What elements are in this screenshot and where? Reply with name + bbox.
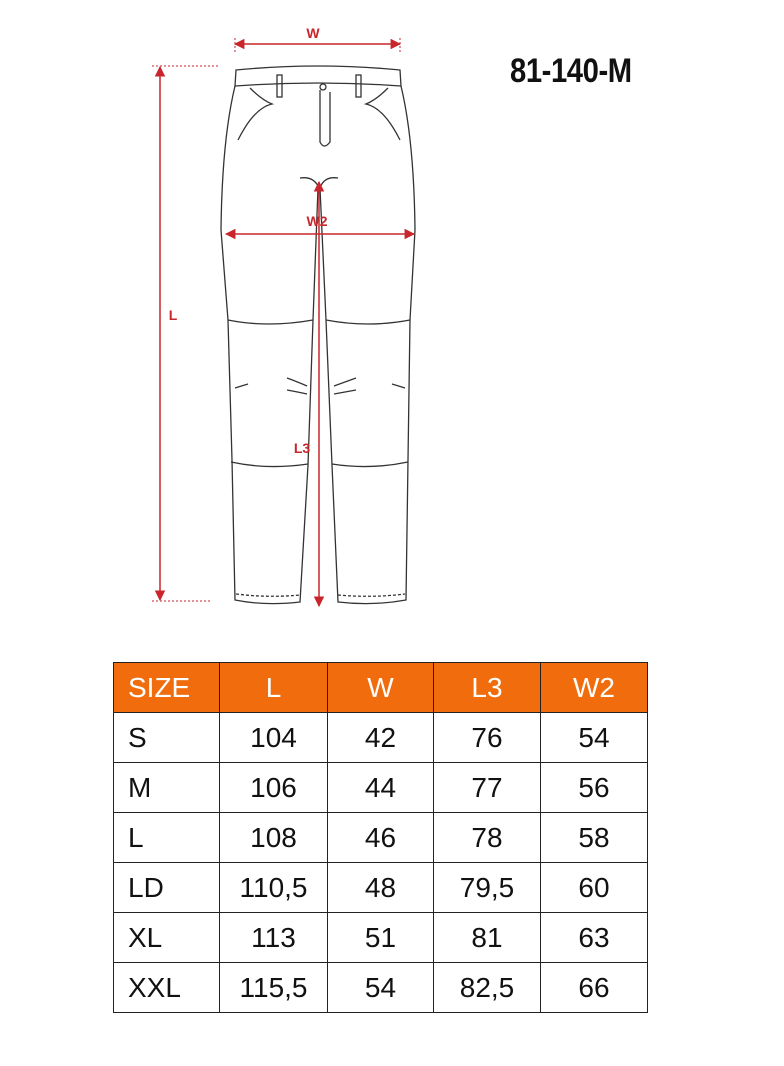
header-size: SIZE bbox=[114, 663, 220, 713]
cell-size: L bbox=[114, 813, 220, 863]
cell-l: 108 bbox=[220, 813, 328, 863]
table-row bbox=[114, 813, 648, 863]
header-l: L bbox=[220, 663, 328, 713]
cell-l: 113 bbox=[220, 913, 328, 963]
cell-w2: 66 bbox=[541, 963, 648, 1013]
table-row bbox=[114, 713, 648, 763]
cell-w: 48 bbox=[328, 863, 434, 913]
table-row bbox=[114, 763, 648, 813]
cell-l: 110,5 bbox=[220, 863, 328, 913]
cell-w2: 60 bbox=[541, 863, 648, 913]
header-l3: L3 bbox=[434, 663, 541, 713]
header-w: W bbox=[328, 663, 434, 713]
cell-w: 54 bbox=[328, 963, 434, 1013]
table-header-row bbox=[114, 663, 648, 713]
size-table bbox=[113, 662, 648, 1013]
cell-size: XXL bbox=[114, 963, 220, 1013]
cell-l: 106 bbox=[220, 763, 328, 813]
cell-l3: 77 bbox=[434, 763, 541, 813]
trousers-outline bbox=[221, 66, 415, 604]
measure-l bbox=[152, 66, 220, 601]
label-l3: L3 bbox=[293, 440, 311, 456]
label-w: W bbox=[306, 25, 320, 41]
cell-w2: 58 bbox=[541, 813, 648, 863]
cell-w2: 63 bbox=[541, 913, 648, 963]
cell-size: LD bbox=[114, 863, 220, 913]
table-row bbox=[114, 963, 648, 1013]
cell-w: 44 bbox=[328, 763, 434, 813]
cell-w: 51 bbox=[328, 913, 434, 963]
measure-w2 bbox=[226, 213, 414, 234]
cell-w: 46 bbox=[328, 813, 434, 863]
cell-w2: 56 bbox=[541, 763, 648, 813]
product-code: 81-140-M bbox=[510, 52, 632, 90]
cell-w2: 54 bbox=[541, 713, 648, 763]
cell-l3: 79,5 bbox=[434, 863, 541, 913]
cell-l3: 78 bbox=[434, 813, 541, 863]
cell-l3: 76 bbox=[434, 713, 541, 763]
header-w2: W2 bbox=[541, 663, 648, 713]
cell-w: 42 bbox=[328, 713, 434, 763]
cell-size: XL bbox=[114, 913, 220, 963]
cell-size: M bbox=[114, 763, 220, 813]
cell-l: 115,5 bbox=[220, 963, 328, 1013]
cell-l3: 81 bbox=[434, 913, 541, 963]
cell-l: 104 bbox=[220, 713, 328, 763]
cell-size: S bbox=[114, 713, 220, 763]
label-w2: W2 bbox=[306, 213, 328, 229]
label-l: L bbox=[168, 307, 178, 323]
table-row bbox=[114, 913, 648, 963]
measure-w bbox=[235, 25, 400, 52]
cell-l3: 82,5 bbox=[434, 963, 541, 1013]
table-row bbox=[114, 863, 648, 913]
